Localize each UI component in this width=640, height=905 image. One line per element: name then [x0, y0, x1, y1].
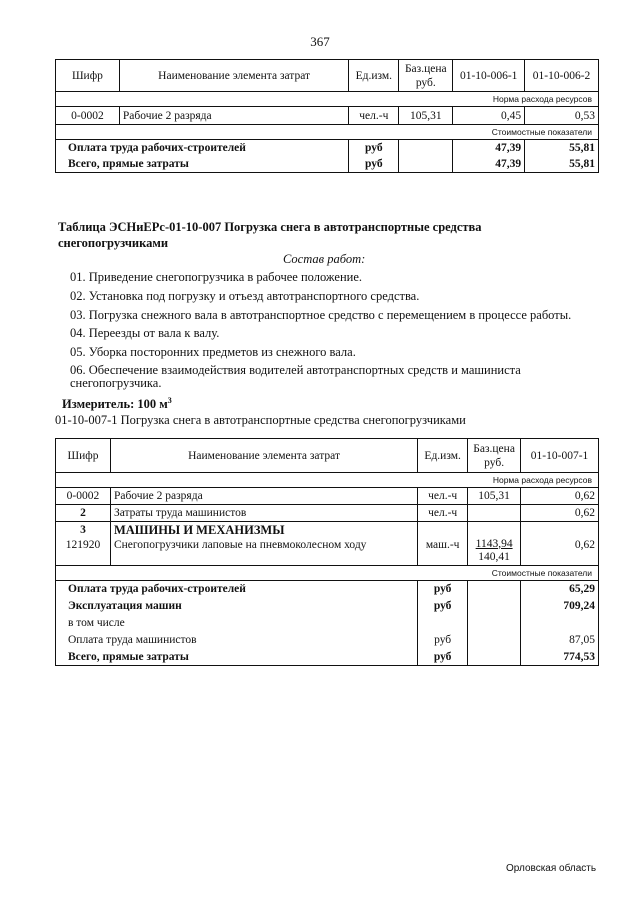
cost-label: Стоимостные показатели [56, 125, 599, 140]
header-name: Наименование элемента затрат [119, 60, 348, 92]
work-item: 02. Установка под погрузку и отъезд автотранспортного средства. [70, 289, 420, 303]
header-unit: Ед.изм. [349, 60, 399, 92]
work-item: 01. Приведение снегопогрузчика в рабочее положение. [70, 270, 363, 284]
table-row: Всего, прямые затраты руб 774,53 [56, 649, 599, 666]
table-row: Оплата труда рабочих-строителей руб 65,29 [56, 581, 599, 598]
table-row: 121920 Снегопогрузчики лаповые на пневмоколесном ходу маш.-ч 1143,94 140,41 0,62 [56, 538, 599, 566]
table-row: Эксплуатация машин руб 709,24 [56, 598, 599, 615]
resource-table-2 [55, 438, 599, 666]
header-price: Баз.цена руб. [468, 439, 521, 473]
cost-label: Стоимостные показатели [56, 566, 599, 581]
header-unit: Ед.изм. [418, 439, 468, 473]
table-row: 2 Затраты труда машинистов чел.-ч 0,62 [56, 505, 599, 522]
header-price: Баз.цена руб. [399, 60, 453, 92]
work-item: 06. Обеспечение взаимодействия водителей автотранспортных средств и машиниста [70, 363, 521, 377]
meter: Измеритель: 100 $м^3$ [62, 396, 172, 412]
work-item: 03. Погрузка снежного вала в автотранспортное средство с перемещением в процессе работы. [70, 308, 572, 322]
header-col-006-2: 01-10-006-2 [525, 60, 599, 92]
header-name: Наименование элемента затрат [110, 439, 417, 473]
norm-label: Норма расхода ресурсов [56, 473, 599, 488]
norm-label: Норма расхода ресурсов [56, 92, 599, 107]
table-row: 3 МАШИНЫ И МЕХАНИЗМЫ [56, 522, 599, 538]
table-row: Всего, прямые затраты руб 47,39 55,81 [56, 157, 599, 173]
table-row: Оплата труда машинистов руб 87,05 [56, 632, 599, 649]
composition-title: Состав работ: [283, 252, 366, 266]
item-title: 01-10-007-1 Погрузка снега в автотранспортные средства снегопогрузчиками [55, 413, 466, 427]
header-col-006-1: 01-10-006-1 [453, 60, 525, 92]
work-item: 05. Уборка посторонних предметов из снежного вала. [70, 345, 356, 359]
section-title: Таблица ЭСНиЕРс-01-10-007 Погрузка снега в автотранспортные средства [58, 220, 482, 234]
header-col-007-1: 01-10-007-1 [521, 439, 599, 473]
table-row: 0-0002 Рабочие 2 разряда чел.-ч 105,31 0,62 [56, 488, 599, 505]
table-row: 0-0002 Рабочие 2 разряда чел.-ч 105,31 0,45 0,53 [56, 107, 599, 125]
table-row: в том числе [56, 615, 599, 632]
work-item: 04. Переезды от вала к валу. [70, 326, 220, 340]
section-title-cont: снегопогрузчиками [58, 236, 169, 250]
page-number: 367 [310, 34, 330, 49]
header-code: Шифр [56, 439, 111, 473]
region-footer: Орловская область [506, 863, 597, 874]
work-item-cont: снегопогрузчика. [70, 376, 162, 390]
header-code: Шифр [56, 60, 120, 92]
resource-table-1 [55, 59, 599, 173]
table-row: Оплата труда рабочих-строителей руб 47,39 55,81 [56, 140, 599, 157]
